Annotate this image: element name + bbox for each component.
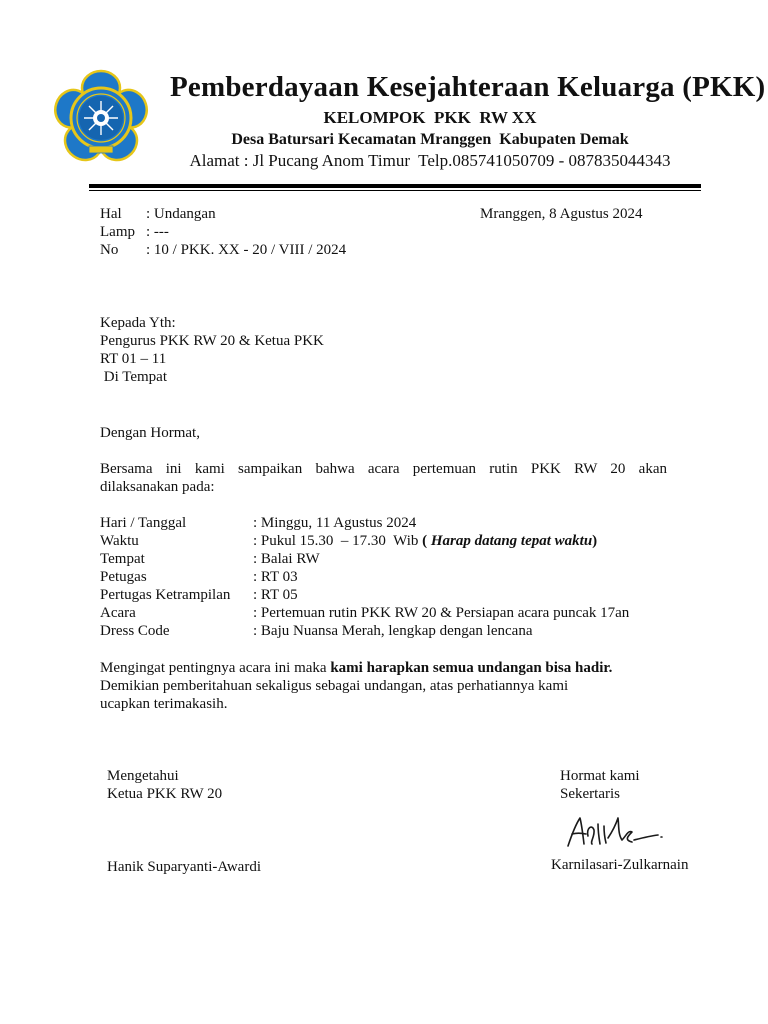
meta-no-value: : 10 / PKK. XX - 20 / VIII / 2024 (146, 242, 347, 258)
sign-left-line-2: Ketua PKK RW 20 (107, 786, 223, 802)
detail-row (100, 532, 629, 550)
intro-line-1: Bersama ini kami sampaikan bahwa acara pertemuan rutin PKK RW 20 akan (100, 461, 667, 477)
detail-value: : Balai RW (253, 551, 320, 567)
meta-lamp-label: Lamp (100, 224, 135, 240)
closing-line-1-text: Mengingat pentingnya acara ini maka (100, 660, 331, 676)
closing-line-3: ucapkan terimakasih. (100, 696, 228, 712)
meta-lamp-value: : --- (146, 224, 169, 240)
organization-group: KELOMPOK PKK RW XX (323, 108, 537, 127)
detail-value: : RT 03 (253, 569, 298, 585)
closing-line-1 (100, 659, 612, 677)
detail-value: : Pertemuan rutin PKK RW 20 & Persiapan acara puncak 17an (253, 605, 630, 621)
recipient-line-3: RT 01 – 11 (100, 351, 167, 367)
sign-right-line-1: Hormat kami (560, 768, 640, 784)
detail-label: Acara (100, 605, 136, 621)
recipient-line-4: Di Tempat (100, 369, 167, 385)
intro-line-2: dilaksanakan pada: (100, 479, 215, 495)
detail-label: Pertugas Ketrampilan (100, 587, 231, 603)
sign-left-line-1: Mengetahui (107, 768, 179, 784)
detail-value: : Baju Nuansa Merah, lengkap dengan lencana (253, 623, 533, 639)
meta-lamp (100, 223, 169, 241)
organization-title: Pemberdayaan Kesejahteraan Keluarga (PKK) (170, 71, 766, 103)
meta-hal (100, 205, 216, 223)
meta-hal-label: Hal (100, 206, 122, 222)
greeting: Dengan Hormat, (100, 425, 200, 441)
detail-label: Dress Code (100, 623, 170, 639)
recipient-line-1: Kepada Yth: (100, 315, 176, 331)
letterhead-rule-thin (89, 190, 701, 191)
meta-no-label: No (100, 242, 119, 258)
detail-paren-open: ( (422, 533, 431, 549)
closing-line-2: Demikian pemberitahuan sekaligus sebagai undangan, atas perhatiannya kami (100, 678, 569, 694)
organization-region: Desa Batursari Kecamatan Mranggen Kabupaten Demak (231, 131, 629, 148)
meta-hal-value: : Undangan (146, 206, 216, 222)
detail-value: : Minggu, 11 Agustus 2024 (253, 515, 417, 531)
detail-row (100, 514, 629, 532)
detail-row (100, 604, 629, 622)
organization-address: Alamat : Jl Pucang Anom Timur Telp.085741050709 - 087835044343 (189, 151, 671, 170)
sign-left-name: Hanik Suparyanti-Awardi (107, 859, 261, 875)
pkk-logo (49, 68, 153, 168)
detail-label: Petugas (100, 569, 147, 585)
detail-value: : RT 05 (253, 587, 298, 603)
detail-row (100, 586, 629, 604)
handwritten-signature (562, 810, 667, 854)
detail-row (100, 550, 629, 568)
recipient-line-2: Pengurus PKK RW 20 & Ketua PKK (100, 333, 324, 349)
letterhead-rule-thick (89, 184, 701, 188)
detail-row (100, 622, 629, 640)
detail-row (100, 568, 629, 586)
detail-label: Hari / Tanggal (100, 515, 187, 531)
meta-no (100, 241, 346, 259)
detail-label: Waktu (100, 533, 139, 549)
detail-paren-close: ) (592, 533, 598, 549)
sign-right-line-2: Sekertaris (560, 786, 620, 802)
detail-value: : Pukul 15.30 – 17.30 Wib (253, 533, 423, 549)
closing-line-1-emphasis: kami harapkan semua undangan bisa hadir. (330, 660, 613, 676)
detail-emphasis: Harap datang tepat waktu (430, 533, 593, 549)
place-date: Mranggen, 8 Agustus 2024 (480, 206, 643, 222)
event-details (100, 514, 629, 640)
detail-label: Tempat (100, 551, 145, 567)
sign-right-name: Karnilasari-Zulkarnain (551, 857, 689, 873)
